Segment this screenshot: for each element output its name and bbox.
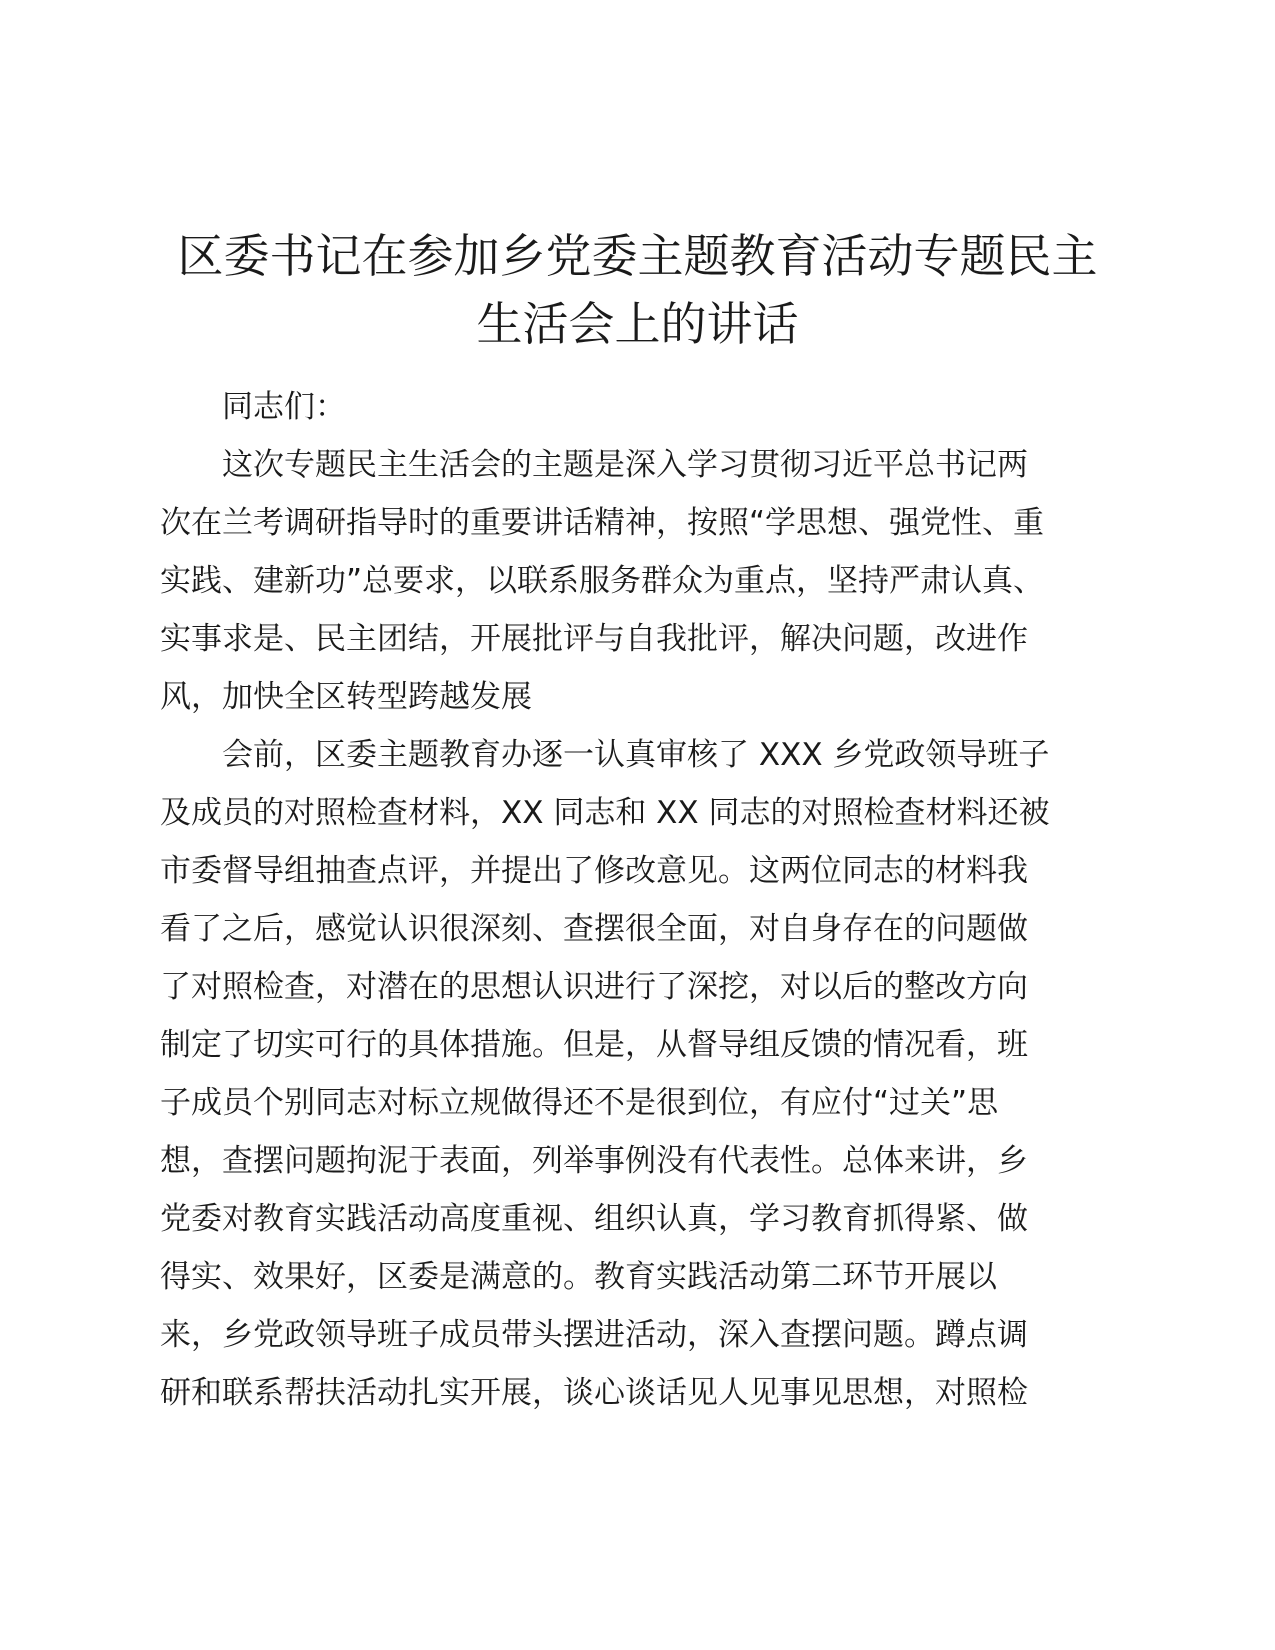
text-line: 市委督导组抽查点评，并提出了修改意见。这两位同志的材料我 [160,853,1028,889]
text-line: 会前，区委主题教育办逐一认真审核了 XXX 乡党政领导班子 [222,737,1050,773]
document-body [160,378,1115,1422]
document-title [160,222,1115,358]
text-line: 次在兰考调研指导时的重要讲话精神，按照“学思想、强党性、重 [160,505,1045,541]
text-line: 实事求是、民主团结，开展批评与自我批评，解决问题，改进作 [160,621,1028,657]
text-line: 得实、效果好，区委是满意的。教育实践活动第二环节开展以 [160,1259,997,1295]
text-line: 研和联系帮扶活动扎实开展，谈心谈话见人见事见思想，对照检 [160,1375,1028,1411]
text-line: 子成员个别同志对标立规做得还不是很到位，有应付“过关”思 [160,1085,999,1121]
title-line: 区委书记在参加乡党委主题教育活动专题民主 [177,229,1098,283]
text-line: 了对照检查，对潜在的思想认识进行了深挖，对以后的整改方向 [160,969,1028,1005]
title-line: 生活会上的讲话 [476,297,799,351]
text-line: 想，查摆问题拘泥于表面，列举事例没有代表性。总体来讲，乡 [160,1143,1028,1179]
text-line: 来，乡党政领导班子成员带头摆进活动，深入查摆问题。蹲点调 [160,1317,1028,1353]
text-line: 实践、建新功”总要求，以联系服务群众为重点，坚持严肃认真、 [160,563,1045,599]
text-line: 看了之后，感觉认识很深刻、查摆很全面，对自身存在的问题做 [160,911,1028,947]
text-line: 风，加快全区转型跨越发展 [160,679,532,715]
text-line: 及成员的对照检查材料，XX 同志和 XX 同志的对照检查材料还被 [160,795,1050,831]
paragraph-1 [160,436,1115,726]
text-line: 制定了切实可行的具体措施。但是，从督导组反馈的情况看，班 [160,1027,1028,1063]
paragraph-2 [160,726,1115,1422]
greeting: 同志们： [222,389,346,425]
text-line: 这次专题民主生活会的主题是深入学习贯彻习近平总书记两 [222,447,1028,483]
text-line: 党委对教育实践活动高度重视、组织认真，学习教育抓得紧、做 [160,1201,1028,1237]
